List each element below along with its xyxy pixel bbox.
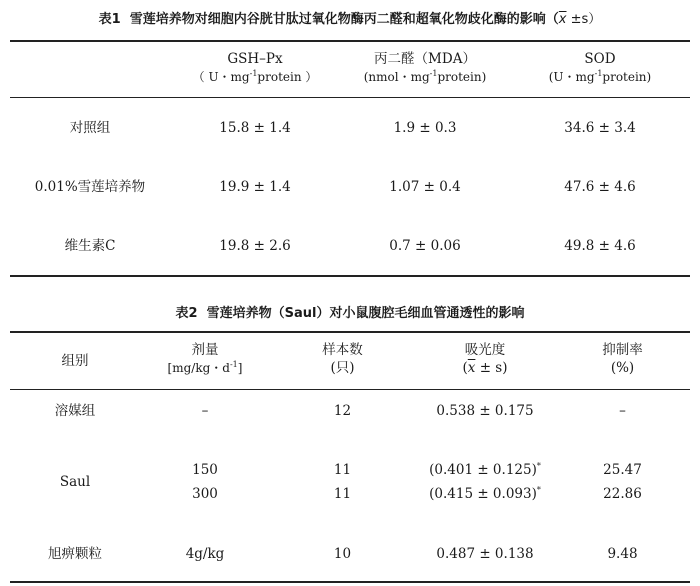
table1-row3-sod: 49.8 ± 4.6 bbox=[564, 238, 636, 254]
table2-row3-dose: 300 bbox=[192, 486, 218, 502]
table1-row3-gsh: 19.8 ± 2.6 bbox=[219, 238, 291, 254]
table1-row3-mda: 0.7 ± 0.06 bbox=[389, 238, 461, 254]
table2-row4-absorbance: 0.487 ± 0.138 bbox=[436, 546, 534, 562]
table1-top-rule bbox=[10, 40, 690, 42]
table1-row1-gsh: 15.8 ± 1.4 bbox=[219, 120, 291, 136]
table1-header-gsh-name: GSH–Px bbox=[227, 51, 283, 67]
table2-number: 表2 bbox=[175, 306, 198, 321]
table1-header-sod-unit: (U・$mg^{-1}protein$) bbox=[548, 69, 652, 84]
table2-header-rule bbox=[10, 389, 690, 390]
table2-header-inhibition bbox=[555, 341, 690, 377]
table2-header-n-name: 样本数 bbox=[322, 342, 363, 358]
table2-header-inhibition-name: 抑制率 bbox=[602, 342, 643, 358]
table1-number: 表1 bbox=[98, 12, 121, 27]
table2-header-absorbance-unit: $(\overline{x} \pm s)$ bbox=[462, 360, 508, 376]
table1-header-rule bbox=[10, 97, 690, 98]
table2-row1-n: 12 bbox=[333, 403, 352, 419]
table1-row2-sod: 47.6 ± 4.6 bbox=[564, 179, 636, 195]
table1-row2-label: 0.01%雪莲培养物 bbox=[34, 179, 146, 195]
table2-row3-inhibition: 22.86 bbox=[603, 486, 642, 502]
table1-header-mda-unit: (nmol・$mg^{-1}protein$) bbox=[363, 69, 487, 84]
table2-row4-inhibition: 9.48 bbox=[607, 546, 638, 562]
table2-row2-dose: 150 bbox=[192, 462, 218, 478]
table1-header-sod bbox=[510, 50, 690, 86]
table2-row3-n: 11 bbox=[333, 486, 352, 502]
table2-row3-absorbance: (0.415 ± 0.093)* bbox=[429, 485, 541, 502]
table1-title-mean-symbol: $\overline{x}$ bbox=[558, 12, 567, 27]
table2-row4-n: 10 bbox=[333, 546, 352, 562]
table1-header-mda-name: 丙二醛（MDA） bbox=[374, 51, 476, 67]
table2-header-n bbox=[270, 341, 415, 377]
table2-top-rule bbox=[10, 331, 690, 333]
table1-row1-label: 对照组 bbox=[69, 120, 111, 136]
table2-header-dose bbox=[140, 341, 270, 377]
table1-row1-mda: 1.9 ± 0.3 bbox=[393, 120, 457, 136]
table2-header-n-unit: (只) bbox=[330, 360, 355, 376]
table1-title-stat: ±s） bbox=[566, 12, 602, 27]
table2-title bbox=[0, 302, 700, 321]
table2-row1-group: 溶媒组 bbox=[54, 403, 96, 419]
table2-header-inhibition-unit: (%) bbox=[610, 360, 635, 376]
table2-row2-inhibition: 25.47 bbox=[603, 462, 642, 478]
table2-row2-absorbance: (0.401 ± 0.125)* bbox=[429, 461, 541, 478]
table2-header-dose-unit: [mg/kg・$d^{-1}$] bbox=[167, 360, 243, 375]
table1-row1-sod: 34.6 ± 3.4 bbox=[564, 120, 636, 136]
table1-header-mda bbox=[340, 50, 510, 86]
table2-title-text: 雪莲培养物（Saul）对小鼠腹腔毛细血管通透性的影响 bbox=[206, 306, 525, 321]
table2-row4-dose: 4g/kg bbox=[185, 546, 225, 562]
table1-row2-gsh: 19.9 ± 1.4 bbox=[219, 179, 291, 195]
table2-row1-absorbance: 0.538 ± 0.175 bbox=[436, 403, 534, 419]
table1-header-gsh-unit: （ U・$mg^{-1}protein$ ） bbox=[192, 69, 318, 84]
table1-header-sod-name: SOD bbox=[584, 51, 616, 67]
table2-row2-n: 11 bbox=[333, 462, 352, 478]
table1-title-text: 雪莲培养物对细胞内谷胱甘肽过氧化物酶丙二醛和超氧化物歧化酶的影响（ bbox=[129, 12, 559, 27]
table1-header-gsh bbox=[170, 50, 340, 86]
table2-bottom-rule bbox=[10, 581, 690, 583]
table1-row3-label: 维生素C bbox=[64, 238, 116, 254]
table2-row1-dose: – bbox=[201, 403, 209, 419]
table2-row4-group: 旭痹颗粒 bbox=[48, 546, 102, 562]
table1-row2-mda: 1.07 ± 0.4 bbox=[389, 179, 461, 195]
table2-header-group: 组别 bbox=[61, 353, 89, 369]
table2-header-absorbance-name: 吸光度 bbox=[464, 342, 506, 358]
table1-bottom-rule bbox=[10, 275, 690, 277]
table1-title bbox=[0, 8, 700, 27]
table2-header-absorbance bbox=[415, 341, 555, 377]
table2-header-dose-name: 剂量 bbox=[191, 342, 219, 358]
table2-row2-group: Saul bbox=[59, 474, 91, 490]
table2-row1-inhibition: – bbox=[619, 403, 626, 419]
